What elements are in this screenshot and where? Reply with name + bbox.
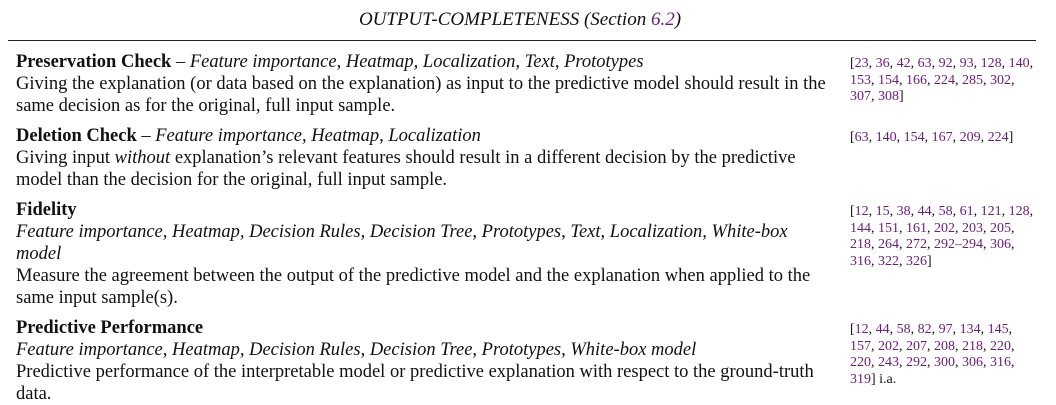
refs-deletion-check: [63, 140, 154, 167, 209, 224] (850, 130, 1014, 145)
citation-link[interactable]: 97 (938, 322, 953, 337)
citation-link[interactable]: 306 (962, 355, 983, 370)
citation-link[interactable]: 140 (1008, 56, 1030, 71)
section-link[interactable]: 6.2 (650, 9, 675, 30)
citation-link[interactable]: 308 (878, 89, 899, 104)
citation-link[interactable]: 224 (934, 72, 955, 88)
entry-separator: – (171, 52, 190, 72)
citation-link[interactable]: 322 (878, 253, 899, 269)
citation-link[interactable]: 316 (990, 355, 1011, 370)
citation-link[interactable]: 205 (990, 220, 1011, 236)
citation-link[interactable]: 63 (854, 130, 869, 145)
entry-types: Feature importance, Heatmap, Localization (155, 126, 481, 146)
entry-description (16, 147, 836, 191)
citation-link[interactable]: 23 (854, 56, 869, 71)
entry-heading (16, 51, 836, 73)
citation-link[interactable]: 154 (878, 72, 899, 88)
citation-link[interactable]: 272 (906, 237, 927, 252)
citation-link[interactable]: 306 (990, 237, 1011, 252)
citation-link[interactable]: 38 (896, 204, 911, 219)
citation-link[interactable]: 203 (962, 220, 983, 236)
entry-heading (16, 125, 836, 147)
citation-link[interactable]: 140 (875, 130, 897, 145)
citation-link[interactable]: 15 (875, 204, 890, 219)
citation-link[interactable]: 220 (850, 355, 871, 370)
citation-link[interactable]: 36 (875, 56, 890, 71)
citation-link[interactable]: 300 (934, 355, 955, 370)
citation-link[interactable]: 134 (959, 322, 981, 337)
citation-link[interactable]: 166 (906, 72, 927, 88)
refs-predictive-performance: [12, 44, 58, 82, 97, 134, 145, 157, 202, 207, 208, 218, 220, 220, 243, 292, 300, 306, 316, 319] i.a. (850, 322, 1015, 387)
header-rule (8, 40, 1036, 41)
citation-link[interactable]: 307 (850, 89, 871, 104)
citation-suffix: i.a. (875, 371, 897, 387)
citation-link[interactable]: 92 (938, 56, 953, 71)
citation-link[interactable]: 82 (917, 322, 932, 337)
section-header-label: OUTPUT-COMPLETENESS (Section (358, 9, 651, 30)
citation-link[interactable]: 157 (850, 338, 871, 354)
entry-types: Feature importance, Heatmap, Decision Rules, Decision Tree, Prototypes, White-box model (16, 340, 697, 360)
citation-link[interactable]: 167 (931, 130, 953, 145)
entry-deletion-check (16, 125, 836, 191)
entry-fidelity (16, 199, 836, 309)
entry-types: Feature importance, Heatmap, Decision Rules, Decision Tree, Prototypes, Text, Localization, White-box model (16, 222, 788, 264)
citation-link[interactable]: 243 (878, 355, 899, 370)
citation-link[interactable]: 63 (917, 56, 932, 71)
entry-title: Deletion Check (16, 126, 137, 146)
citation-link[interactable]: 128 (1008, 204, 1030, 219)
citation-link[interactable]: 202 (878, 338, 899, 354)
citation-link[interactable]: 42 (896, 56, 911, 71)
entry-description: Predictive performance of the interpretable model or predictive explanation with respect to the ground-truth data. (16, 362, 814, 404)
entry-description: Giving the explanation (or data based on the explanation) as input to the predictive model should result in the same decision as for the original, full input sample. (16, 74, 826, 116)
entry-title: Fidelity (16, 200, 77, 220)
entry-description-emphasis: without (114, 148, 171, 168)
citation-link[interactable]: 161 (906, 220, 927, 236)
citation-link[interactable]: 128 (980, 56, 1002, 71)
citation-link[interactable]: 292 (906, 355, 927, 370)
citation-link[interactable]: 61 (959, 204, 974, 219)
entry-title: Preservation Check (16, 52, 172, 72)
refs-preservation-check: [23, 36, 42, 63, 92, 93, 128, 140, 153, 154, 166, 224, 285, 302, 307, 308] (850, 56, 1034, 104)
citation-link[interactable]: 292–294 (934, 237, 983, 252)
refs-fidelity: [12, 15, 38, 44, 58, 61, 121, 128, 144, 151, 161, 202, 203, 205, 218, 264, 272, 292–294, 306, 316, 322, 326] (850, 204, 1034, 269)
entry-types: Feature importance, Heatmap, Localization, Text, Prototypes (189, 52, 644, 72)
entry-preservation-check (16, 51, 836, 117)
entry-description-post: explanation’s relevant features should result in a different decision by the predictive model than the decision for the original, full input sample. (16, 148, 796, 190)
entry-predictive-performance (16, 317, 836, 405)
citation-link[interactable]: 202 (934, 220, 955, 236)
citation-link[interactable]: 302 (990, 72, 1011, 88)
section-header-close: ) (674, 9, 682, 30)
citation-link[interactable]: 218 (962, 338, 983, 354)
citation-link[interactable]: 58 (896, 322, 911, 337)
citation-link[interactable]: 58 (938, 204, 953, 219)
citation-link[interactable]: 154 (903, 130, 925, 145)
citation-link[interactable]: 12 (854, 204, 869, 219)
citation-link[interactable]: 224 (987, 130, 1009, 145)
citation-link[interactable]: 207 (906, 338, 927, 354)
citation-link[interactable]: 153 (850, 72, 871, 88)
citation-link[interactable]: 44 (917, 204, 932, 219)
citation-link[interactable]: 144 (850, 220, 871, 236)
citation-link[interactable]: 264 (878, 237, 899, 252)
citation-link[interactable]: 93 (959, 56, 974, 71)
citation-link[interactable]: 209 (959, 130, 981, 145)
citation-link[interactable]: 218 (850, 237, 871, 252)
citation-link[interactable]: 151 (878, 220, 899, 236)
citation-link[interactable]: 220 (990, 338, 1011, 354)
citation-link[interactable]: 121 (980, 204, 1002, 219)
entry-description-pre: Giving input (16, 148, 115, 168)
entry-description: Measure the agreement between the output of the predictive model and the explanation when applied to the same input sample(s). (16, 266, 811, 308)
citation-link[interactable]: 145 (987, 322, 1009, 337)
citation-link[interactable]: 326 (906, 253, 927, 269)
citation-link[interactable]: 12 (854, 322, 869, 337)
section-header (0, 8, 1040, 32)
citation-link[interactable]: 285 (962, 72, 983, 88)
citation-link[interactable]: 44 (875, 322, 890, 337)
entry-title: Predictive Performance (16, 318, 204, 338)
citation-link[interactable]: 319 (850, 371, 871, 387)
entry-separator: – (136, 126, 156, 146)
citation-link[interactable]: 316 (850, 253, 871, 269)
citation-link[interactable]: 208 (934, 338, 955, 354)
